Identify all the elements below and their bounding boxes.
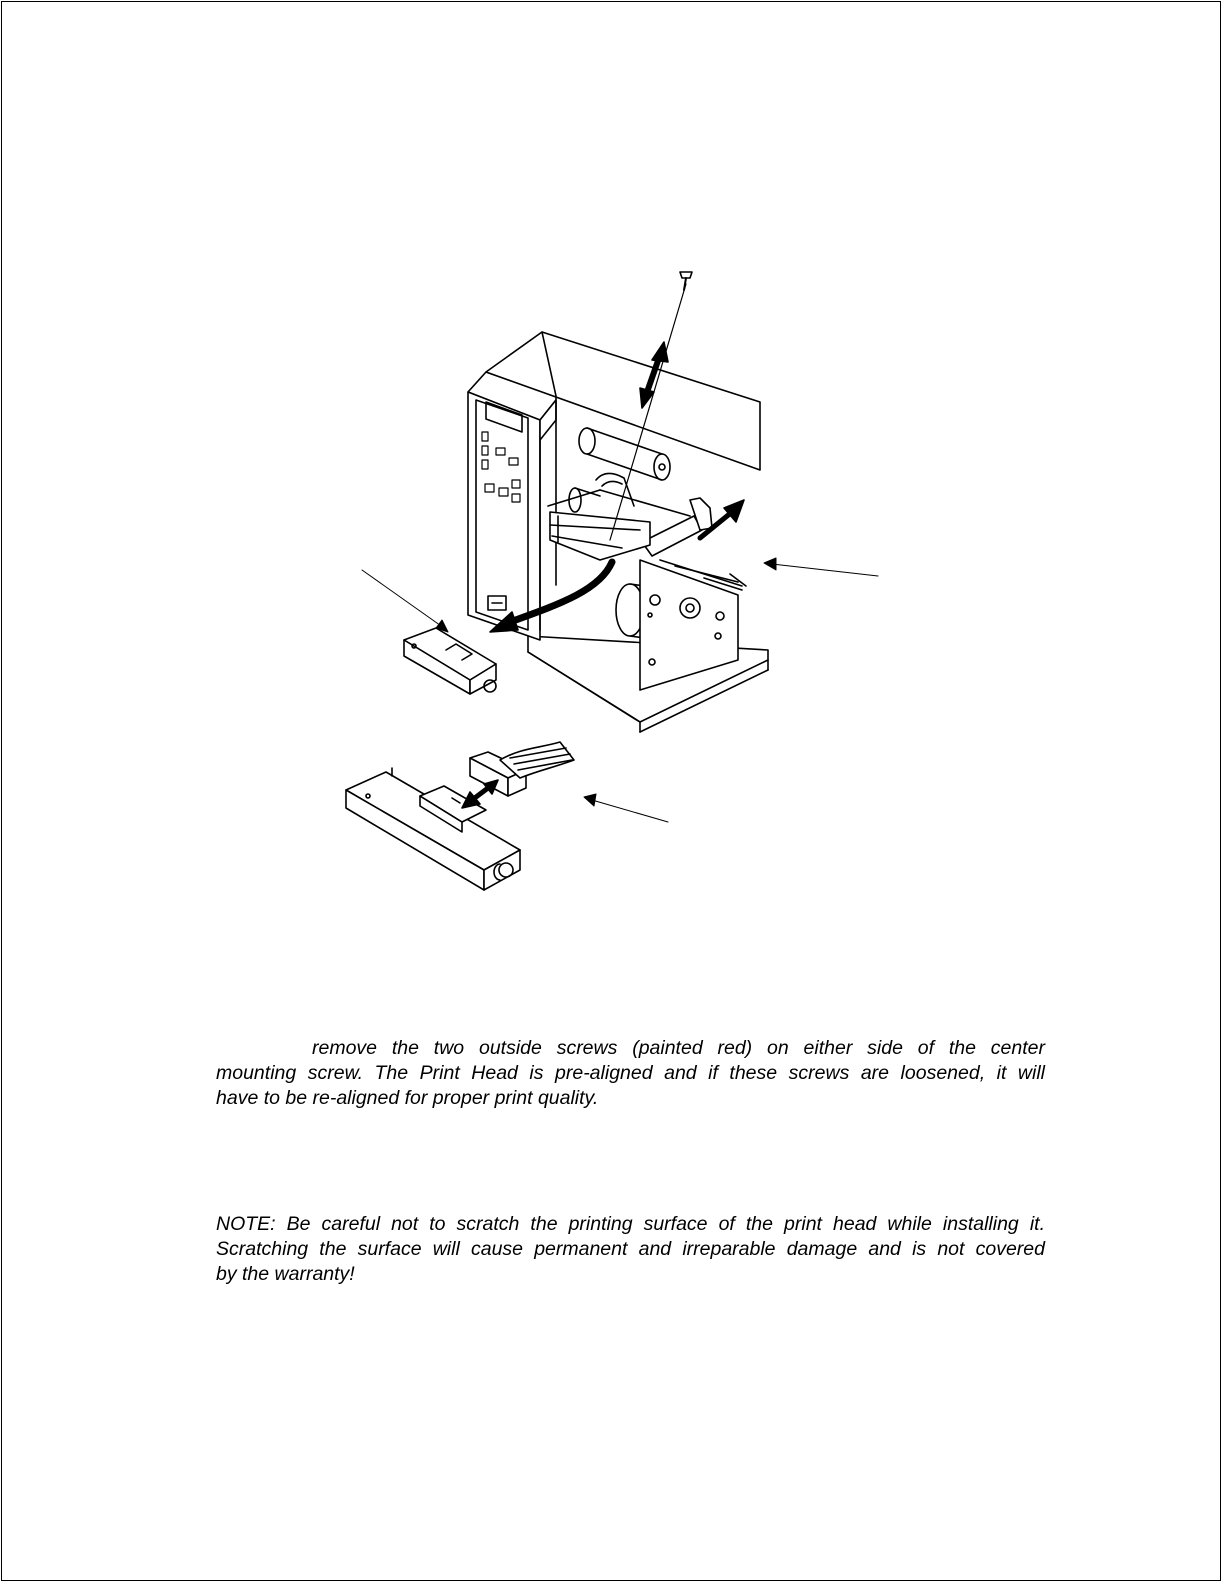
note-line: Scratching the surface will cause permanent and irreparable damage and is not covered bbox=[216, 1238, 1045, 1260]
instruction-line: remove the two outside screws (painted red) on either side of the center bbox=[312, 1037, 1045, 1059]
instruction-line: mounting screw. The Print Head is pre-aligned and if these screws are loosened, it will bbox=[216, 1062, 1045, 1084]
print-head-cable-connector bbox=[346, 742, 574, 890]
instruction-line: have to be re-aligned for proper print quality. bbox=[216, 1087, 599, 1109]
note-line: by the warranty! bbox=[216, 1263, 355, 1285]
note-line: NOTE: Be careful not to scratch the printing surface of the print head while installing it. bbox=[216, 1213, 1045, 1235]
print-head bbox=[404, 624, 496, 694]
warning-note bbox=[216, 1212, 1045, 1287]
instruction-paragraph bbox=[216, 1036, 1045, 1111]
